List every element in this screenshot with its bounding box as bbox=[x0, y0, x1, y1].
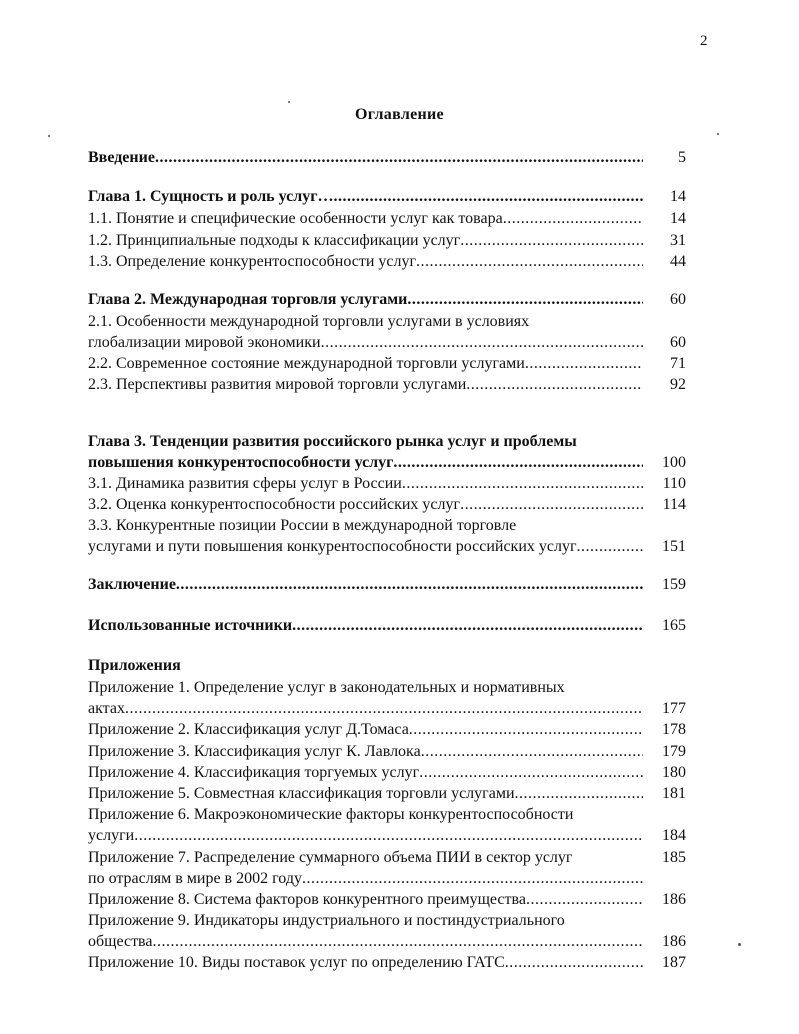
toc-page-number: 186 bbox=[662, 891, 686, 908]
toc-page-number: 114 bbox=[662, 496, 686, 513]
toc-entry-text: Глава 3. Тенденции развития российского рынка услуг и проблемы bbox=[88, 433, 577, 450]
toc-entry-line bbox=[88, 312, 643, 332]
toc-page-number: 186 bbox=[662, 933, 686, 950]
dot-leader bbox=[321, 333, 643, 353]
toc-page-number: 187 bbox=[662, 954, 686, 971]
dot-leader bbox=[460, 495, 643, 515]
page-number: 2 bbox=[700, 33, 708, 49]
toc-page-number: 60 bbox=[670, 291, 686, 308]
toc-entry-line bbox=[88, 354, 643, 374]
toc-entry-text: 1.1. Понятие и специфические особенности услуг как товара bbox=[88, 210, 503, 227]
toc-page-number: 179 bbox=[662, 743, 686, 760]
toc-entry-text: 2.1. Особенности международной торговли услугами в условиях bbox=[88, 313, 530, 330]
toc-entry-text: глобализации мировой экономики bbox=[88, 334, 321, 351]
toc-page-number: 180 bbox=[662, 764, 686, 781]
toc-entry-text: актах bbox=[88, 700, 125, 717]
toc-entry-text: Приложение 1. Определение услуг в законодательных и нормативных bbox=[88, 679, 565, 696]
dot-leader bbox=[503, 209, 643, 229]
toc-entry-line bbox=[88, 911, 643, 931]
dot-leader bbox=[292, 616, 643, 636]
toc-entry-line bbox=[88, 537, 643, 557]
dot-leader bbox=[421, 742, 643, 762]
toc-entry-text: 3.3. Конкурентные позиции России в международной торговле bbox=[88, 517, 517, 534]
toc-entry-line bbox=[88, 495, 643, 515]
dot-leader bbox=[416, 252, 643, 272]
toc-entry-line bbox=[88, 805, 643, 825]
dot-leader bbox=[155, 148, 643, 168]
dot-leader bbox=[176, 575, 643, 595]
toc-page-number: 14 bbox=[670, 188, 686, 205]
toc-entry-line bbox=[88, 869, 643, 889]
toc-entry-text: Заключение bbox=[88, 576, 176, 593]
toc-page-number: 177 bbox=[662, 700, 686, 717]
toc-page-number: 184 bbox=[662, 827, 686, 844]
toc-entry-line bbox=[88, 474, 643, 494]
dot-leader bbox=[402, 474, 643, 494]
toc-page-number: 110 bbox=[662, 475, 686, 492]
toc-entry-line bbox=[88, 953, 643, 973]
toc-page-number: 14 bbox=[670, 210, 686, 227]
toc-entry-line bbox=[88, 826, 643, 846]
toc-page-number: 5 bbox=[678, 149, 686, 166]
section-heading bbox=[88, 656, 643, 676]
toc-entry-text: Глава 1. Сущность и роль услуг… bbox=[88, 188, 334, 205]
dot-leader bbox=[419, 763, 643, 783]
dot-leader bbox=[302, 869, 643, 889]
toc-entry-text: Приложение 3. Классификация услуг К. Лавлока bbox=[88, 743, 421, 760]
toc-entry-line bbox=[88, 763, 643, 783]
toc-page-number: 71 bbox=[670, 355, 686, 372]
toc-page-number: 165 bbox=[662, 617, 686, 634]
toc-page-number: 31 bbox=[670, 232, 686, 249]
toc-entry-line bbox=[88, 720, 643, 740]
dot-leader bbox=[125, 699, 643, 719]
toc-entry-line bbox=[88, 290, 643, 310]
dot-leader bbox=[505, 953, 643, 973]
toc-page-number: 44 bbox=[670, 253, 686, 270]
dot-leader bbox=[526, 890, 643, 910]
dot-leader bbox=[409, 720, 643, 740]
toc-entry-line bbox=[88, 187, 643, 207]
toc-entry-text: Приложение 9. Индикаторы индустриального и постиндустриального bbox=[88, 912, 565, 929]
toc-entry-text: 1.3. Определение конкурентоспособности услуг bbox=[88, 253, 417, 270]
toc-entry-line bbox=[88, 616, 643, 636]
toc-entry-text: 3.2. Оценка конкурентоспособности российских услуг bbox=[88, 496, 461, 513]
toc-entry-text: услуги bbox=[88, 827, 135, 844]
dot-leader bbox=[466, 375, 643, 395]
toc-entry-text: 2.3. Перспективы развития мировой торговли услугами bbox=[88, 376, 467, 393]
toc-entry-line bbox=[88, 231, 643, 251]
toc-entry-text: 3.1. Динамика развития сферы услуг в России bbox=[88, 475, 402, 492]
toc-title: Оглавление bbox=[355, 106, 444, 123]
toc-entry-line bbox=[88, 252, 643, 272]
toc-entry-line bbox=[88, 678, 643, 698]
toc-entry-line bbox=[88, 890, 643, 910]
toc-page-number: 60 bbox=[670, 334, 686, 351]
toc-page-number: 181 bbox=[662, 785, 686, 802]
toc-entry-line bbox=[88, 375, 643, 395]
toc-entry-text: Приложение 4. Классификация торгуемых услуг bbox=[88, 764, 420, 781]
toc-entry-line bbox=[88, 453, 643, 473]
toc-entry-line bbox=[88, 848, 643, 868]
dot-leader bbox=[407, 290, 643, 310]
toc-entry-text: услугами и пути повышения конкурентоспособности российских услуг bbox=[88, 538, 577, 555]
dot-leader bbox=[525, 354, 643, 374]
toc-entry-text: Глава 2. Международная торговля услугами bbox=[88, 291, 408, 308]
toc-entry-text: Приложения bbox=[88, 657, 181, 674]
scan-speck bbox=[717, 133, 719, 135]
toc-entry-line bbox=[88, 333, 643, 353]
toc-entry-text: 2.2. Современное состояние международной торговли услугами bbox=[88, 355, 525, 372]
toc-entry-text: повышения конкурентоспособности услуг bbox=[88, 454, 394, 471]
toc-entry-text: 1.2. Принципиальные подходы к классификации услуг bbox=[88, 232, 461, 249]
toc-entry-text: Приложение 7. Распределение суммарного объема ПИИ в сектор услуг bbox=[88, 849, 573, 866]
dot-leader bbox=[393, 453, 643, 473]
toc-page-number: 100 bbox=[662, 454, 686, 471]
toc-entry-line bbox=[88, 209, 643, 229]
dot-leader bbox=[460, 231, 643, 251]
scan-speck bbox=[288, 101, 290, 103]
toc-entry-line bbox=[88, 575, 643, 595]
scan-speck bbox=[738, 943, 741, 946]
dot-leader bbox=[515, 784, 643, 804]
toc-entry-text: Введение bbox=[88, 149, 155, 166]
toc-entry-text: общества bbox=[88, 933, 153, 950]
dot-leader bbox=[334, 187, 644, 207]
toc-entry-text: Приложение 2. Классификация услуг Д.Томаса bbox=[88, 721, 409, 738]
toc-page-number: 159 bbox=[662, 576, 686, 593]
toc-entry-text: по отраслям в мире в 2002 году bbox=[88, 870, 302, 887]
toc-entry-line bbox=[88, 516, 643, 536]
toc-page-number: 185 bbox=[662, 849, 686, 866]
toc-entry-line bbox=[88, 699, 643, 719]
toc-page-number: 178 bbox=[662, 721, 686, 738]
toc-entry-text: Использованные источники bbox=[88, 617, 293, 634]
toc-entry-text: Приложение 5. Совместная классификация торговли услугами bbox=[88, 785, 515, 802]
scan-speck bbox=[48, 135, 50, 137]
toc-entry-text: Приложение 6. Макроэкономические факторы конкурентоспособности bbox=[88, 806, 574, 823]
toc-entry-text: Приложение 10. Виды поставок услуг по определению ГАТС bbox=[88, 954, 505, 971]
toc-entry-line bbox=[88, 432, 643, 452]
dot-leader bbox=[153, 932, 644, 952]
toc-entry-line bbox=[88, 148, 643, 168]
toc-entry-line bbox=[88, 742, 643, 762]
dot-leader bbox=[577, 537, 643, 557]
toc-entry-text: Приложение 8. Система факторов конкурентного преимущества bbox=[88, 891, 526, 908]
dot-leader bbox=[134, 826, 643, 846]
toc-page-number: 151 bbox=[662, 538, 686, 555]
toc-page-number: 92 bbox=[670, 376, 686, 393]
toc-entry-line bbox=[88, 784, 643, 804]
toc-entry-line bbox=[88, 932, 643, 952]
